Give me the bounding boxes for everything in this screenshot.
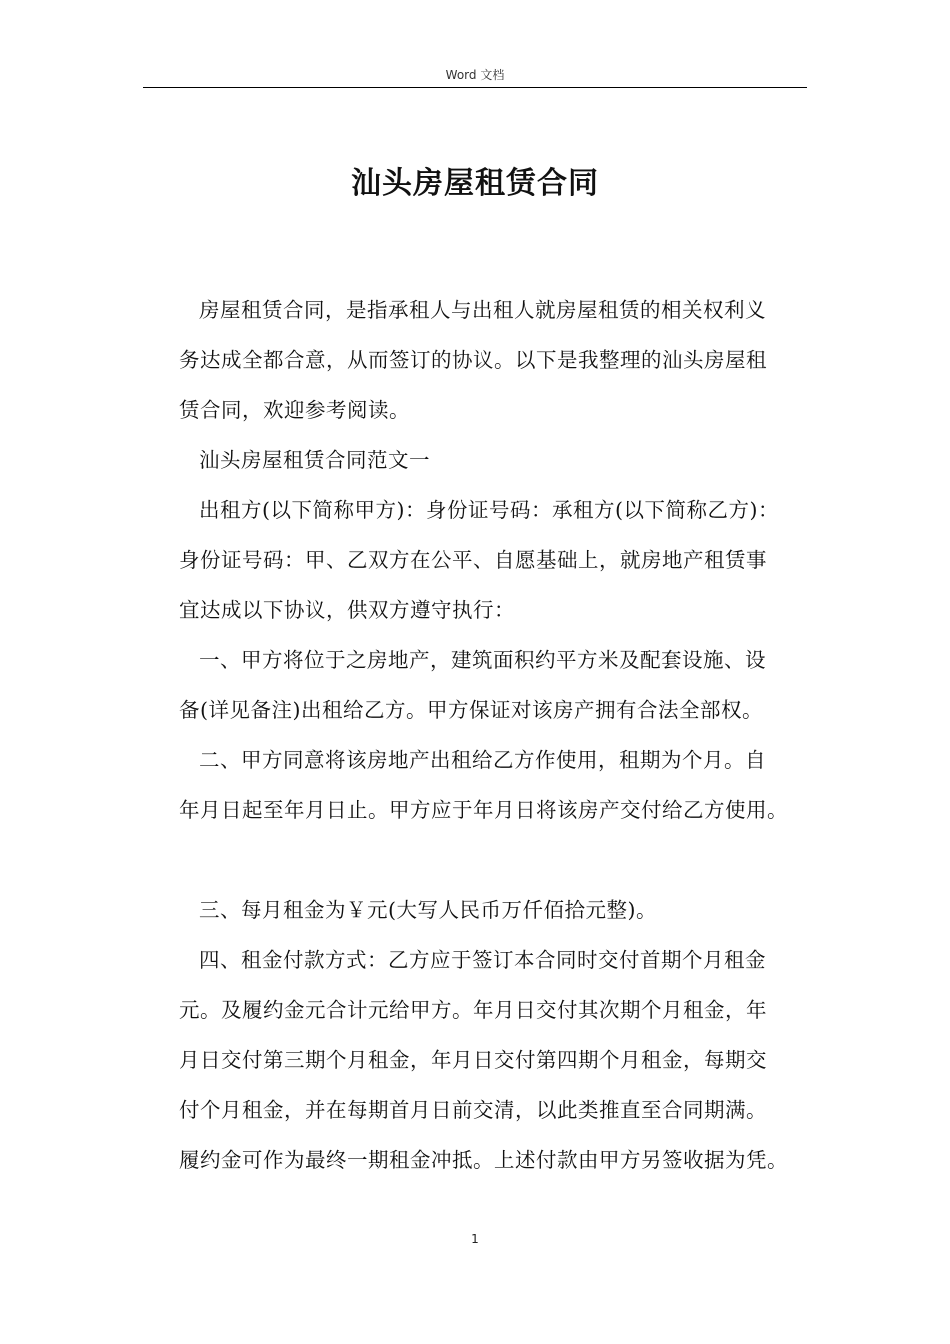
body-line-7: 宜达成以下协议，供双方遵守执行： bbox=[179, 598, 515, 622]
clause-4-line-5: 履约金可作为最终一期租金冲抵。上述付款由甲方另签收据为凭。 bbox=[179, 1148, 788, 1172]
section-heading: 汕头房屋租赁合同范文一 bbox=[199, 448, 430, 472]
clause-4-line-3: 月日交付第三期个月租金，年月日交付第四期个月租金，每期交 bbox=[179, 1048, 767, 1072]
body-line-3: 赁合同，欢迎参考阅读。 bbox=[179, 398, 410, 422]
body-line-6: 身份证号码：甲、乙双方在公平、自愿基础上，就房地产租赁事 bbox=[179, 548, 767, 572]
clause-2-line-2: 年月日起至年月日止。甲方应于年月日将该房产交付给乙方使用。 bbox=[179, 798, 788, 822]
body-line-2: 务达成全都合意，从而签订的协议。以下是我整理的汕头房屋租 bbox=[179, 348, 767, 372]
document-title: 汕头房屋租赁合同 bbox=[351, 166, 599, 201]
clause-1-line-2: 备(详见备注)出租给乙方。甲方保证对该房产拥有合法全部权。 bbox=[179, 698, 763, 722]
clause-2-line-1: 二、甲方同意将该房地产出租给乙方作使用，租期为个月。自 bbox=[199, 748, 766, 772]
clause-1-line-1: 一、甲方将位于之房地产，建筑面积约平方米及配套设施、设 bbox=[199, 648, 766, 672]
clause-4-line-4: 付个月租金，并在每期首月日前交清，以此类推直至合同期满。 bbox=[179, 1098, 767, 1122]
clause-4-line-2: 元。及履约金元合计元给甲方。年月日交付其次期个月租金，年 bbox=[179, 998, 767, 1022]
page-number: 1 bbox=[471, 1232, 479, 1246]
body-line-5: 出租方(以下简称甲方)：身份证号码：承租方(以下简称乙方)： bbox=[199, 498, 779, 522]
header-rule bbox=[143, 87, 807, 88]
clause-4-line-1: 四、租金付款方式：乙方应于签订本合同时交付首期个月租金 bbox=[199, 948, 766, 972]
page-header-label: Word 文档 bbox=[445, 68, 505, 82]
body-line-1: 房屋租赁合同，是指承租人与出租人就房屋租赁的相关权利义 bbox=[199, 298, 766, 322]
clause-3-line-1: 三、每月租金为￥元(大写人民币万仟佰拾元整)。 bbox=[199, 898, 657, 922]
